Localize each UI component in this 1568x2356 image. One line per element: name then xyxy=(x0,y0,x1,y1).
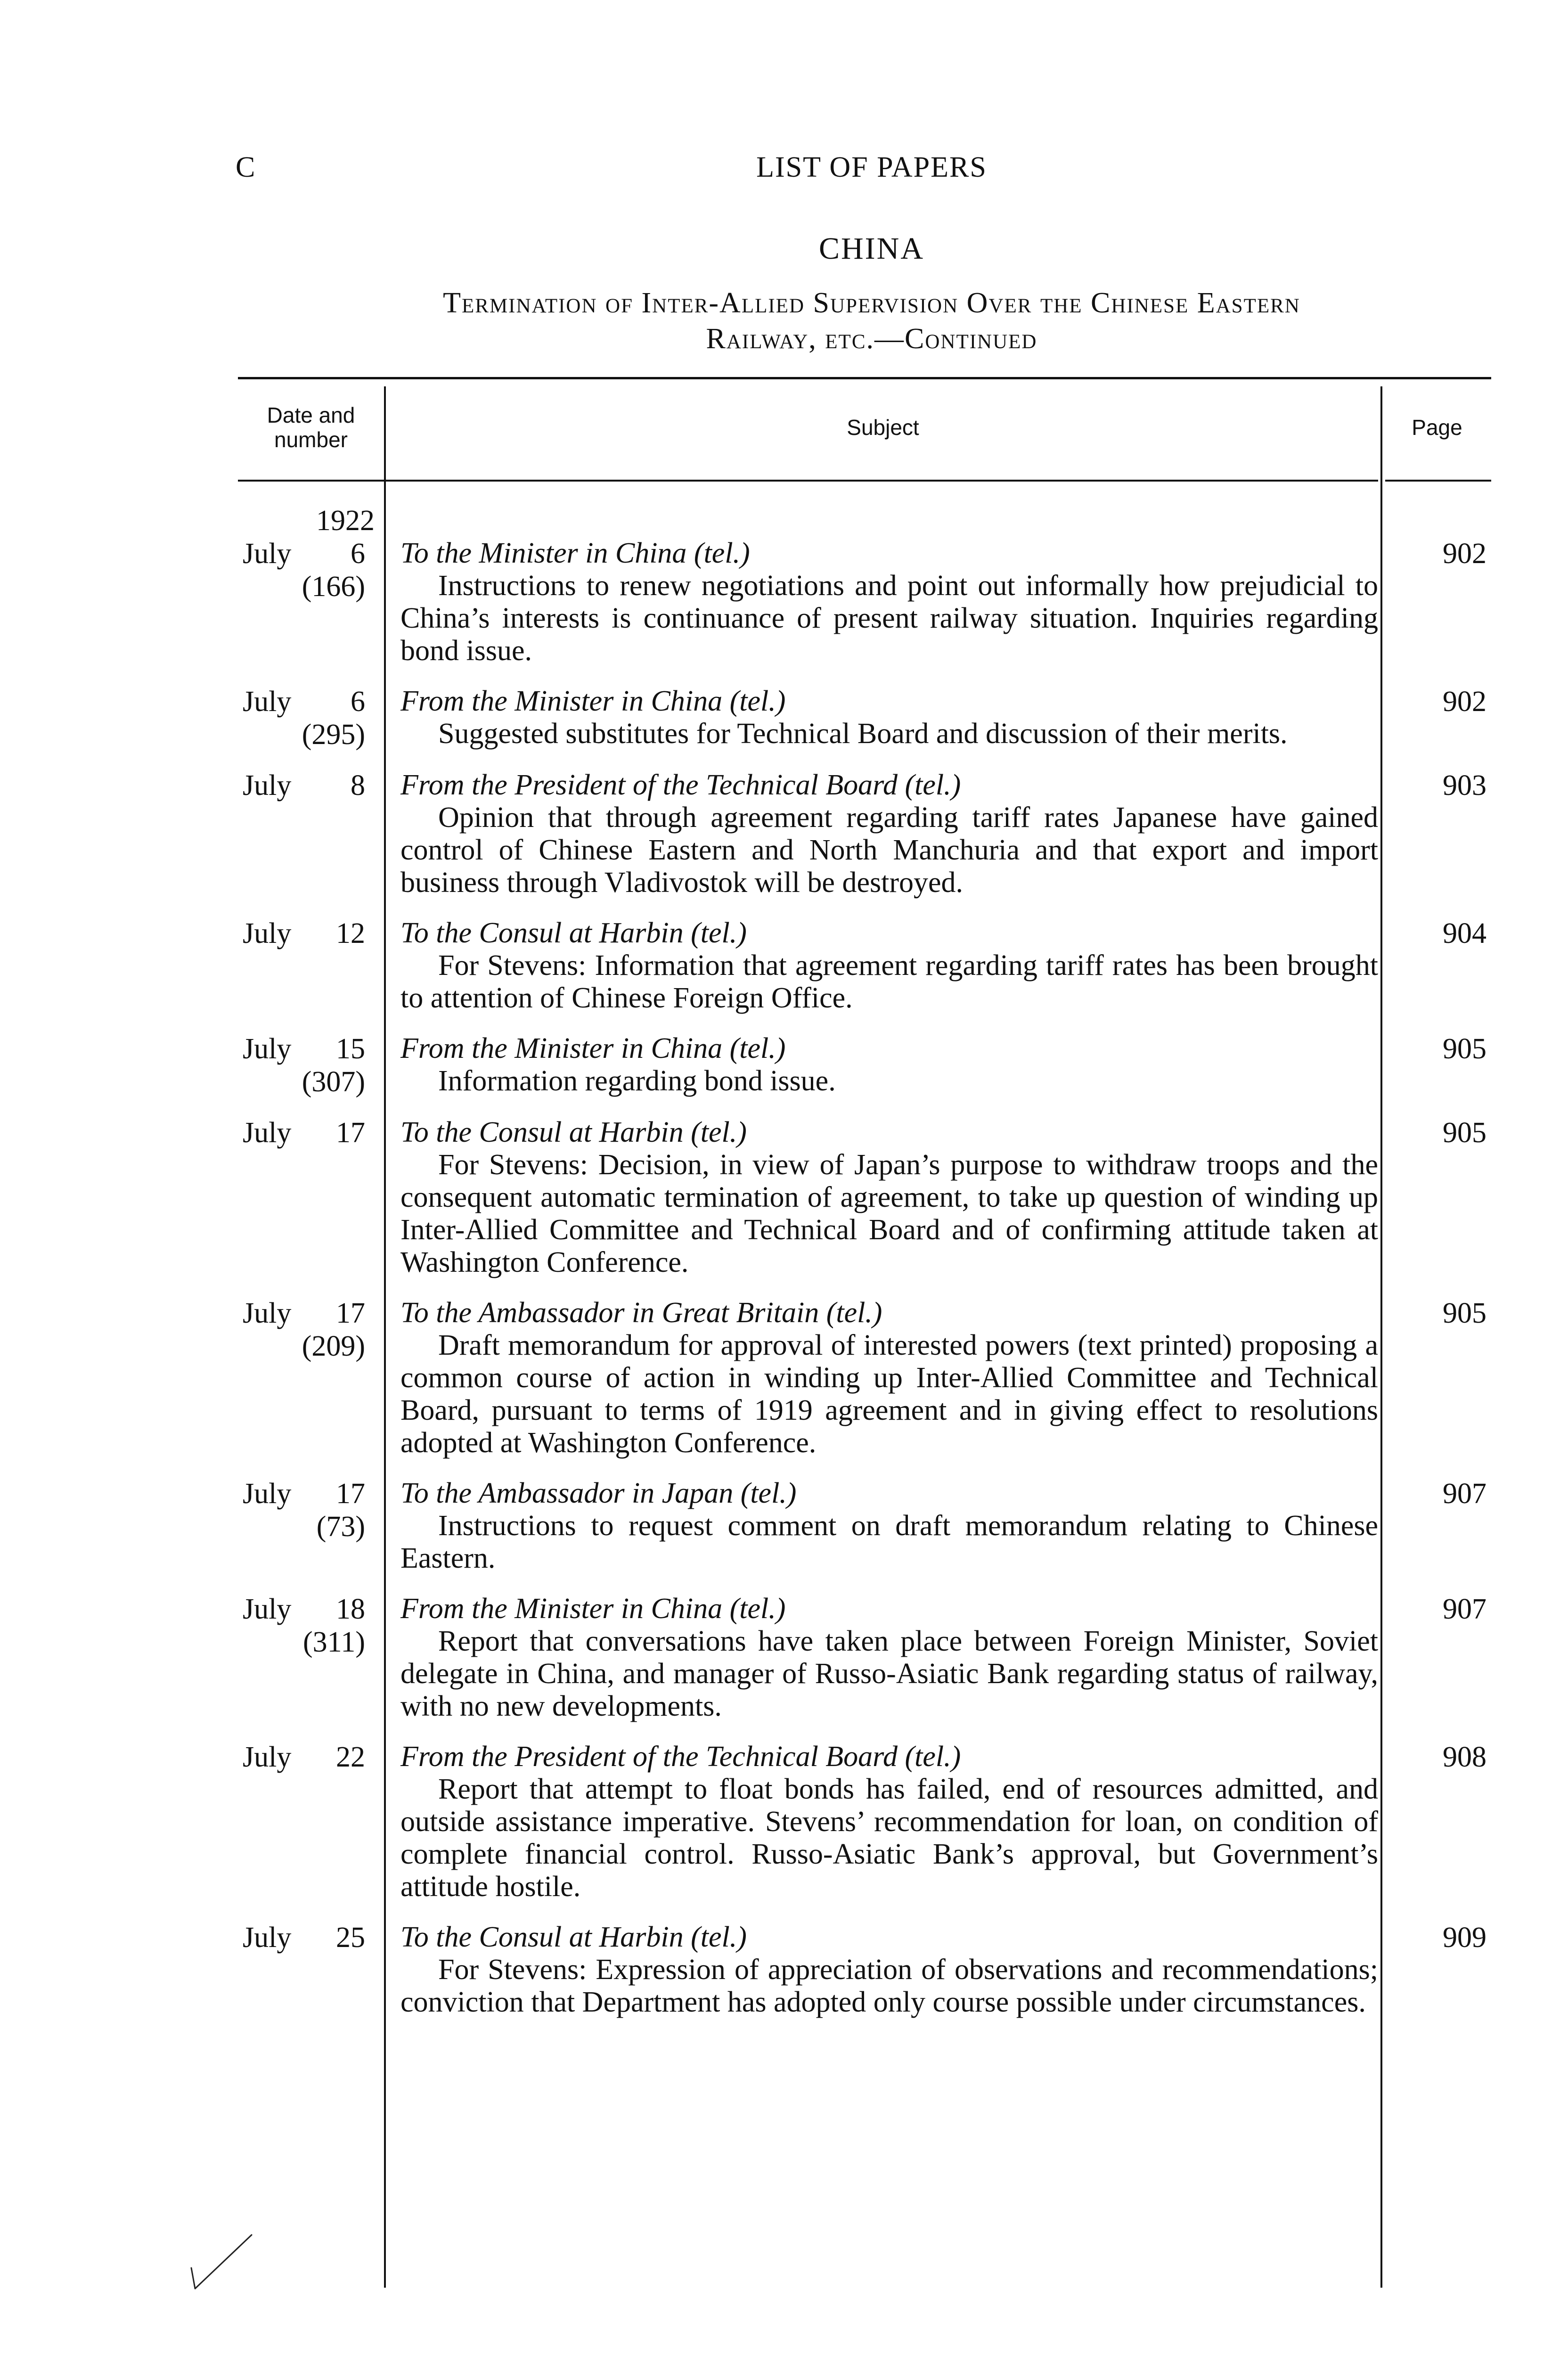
entry-day: 18 xyxy=(336,1593,365,1625)
entry-date xyxy=(238,1921,375,2019)
entry-description: For Stevens: Decision, in view of Japan’s purpose to withdraw troops and the consequent automatic termination of agreement, to take up question of winding up Inter-Allied Committee and Technical Board and of confirming attitude taken at Washington Conference. xyxy=(400,1149,1378,1278)
table-row xyxy=(238,1032,1491,1098)
check-mark-annotation xyxy=(188,2231,254,2292)
entry-date xyxy=(238,1477,375,1575)
column-header-date-line2: number xyxy=(274,427,348,452)
table-top-rule xyxy=(238,377,1491,379)
column-header-date-line1: Date and xyxy=(267,403,355,427)
country-heading: CHINA xyxy=(819,231,924,266)
entry-addressee: From the Minister in China (tel.) xyxy=(400,1032,786,1064)
entry-page: 903 xyxy=(1443,769,1486,802)
table-row xyxy=(238,1921,1491,2019)
entry-description: Instructions to request comment on draft memorandum relating to Chinese Eastern. xyxy=(400,1510,1378,1574)
column-header-page: Page xyxy=(1412,415,1462,440)
entry-page: 909 xyxy=(1443,1922,1486,1954)
entry-description: Instructions to renew negotiations and point out informally how prejudicial to China’s interests is continuance of present railway situation. Inquiries regarding bond issue. xyxy=(400,570,1378,667)
entry-date xyxy=(238,685,375,751)
entry-number: (311) xyxy=(303,1626,365,1658)
entry-addressee: From the President of the Technical Board (tel.) xyxy=(400,769,961,801)
entry-month: July xyxy=(243,1117,292,1149)
table-row xyxy=(238,685,1491,751)
section-title-line-1: Termination of Inter-Allied Supervision Over the Chinese Eastern xyxy=(443,287,1300,319)
entry-subject xyxy=(400,1921,1378,2019)
entry-month: July xyxy=(243,1033,292,1065)
entry-day: 17 xyxy=(336,1478,365,1510)
entry-date xyxy=(238,1297,375,1459)
entry-subject xyxy=(400,1741,1378,1903)
entry-date xyxy=(238,1032,375,1098)
papers-table xyxy=(238,377,1491,2290)
entry-addressee: To the Consul at Harbin (tel.) xyxy=(400,1921,747,1953)
section-title-line-2: Railway, etc.—Continued xyxy=(706,323,1037,355)
table-row xyxy=(238,537,1491,667)
entry-day: 6 xyxy=(351,538,365,570)
entry-day: 6 xyxy=(351,686,365,718)
entry-subject xyxy=(400,685,1378,751)
entry-description: Report that attempt to float bonds has failed, end of resources admitted, and outside assistance imperative. Stevens’ recommendation for loan, on condition of complete financial control. Russo-Asiatic Bank’s approval, but Government’s attitude hostile. xyxy=(400,1773,1378,1903)
entry-page: 905 xyxy=(1443,1117,1486,1149)
entry-date xyxy=(238,1593,375,1723)
table-row xyxy=(238,1297,1491,1459)
entry-description: For Stevens: Expression of appreciation of observations and recommendations; conviction that Department has adopted only course possible under circumstances. xyxy=(400,1954,1378,2018)
entry-subject xyxy=(400,537,1378,667)
entry-month: July xyxy=(243,1297,292,1329)
entry-date xyxy=(238,769,375,899)
entry-day: 17 xyxy=(336,1297,365,1329)
entry-page: 905 xyxy=(1443,1033,1486,1065)
table-row xyxy=(238,769,1491,899)
entry-page: 908 xyxy=(1443,1741,1486,1773)
entry-date xyxy=(238,1741,375,1903)
entry-subject xyxy=(400,1297,1378,1459)
entry-addressee: From the Minister in China (tel.) xyxy=(400,685,786,717)
entry-subject xyxy=(400,917,1378,1014)
entry-subject xyxy=(400,1116,1378,1279)
entry-date xyxy=(238,537,375,667)
entry-description: Information regarding bond issue. xyxy=(438,1065,836,1097)
entry-number: (166) xyxy=(302,571,365,603)
entry-month: July xyxy=(243,1478,292,1510)
entry-addressee: From the Minister in China (tel.) xyxy=(400,1593,786,1625)
entry-page: 905 xyxy=(1443,1297,1486,1329)
entry-addressee: From the President of the Technical Board (tel.) xyxy=(400,1741,961,1773)
entry-month: July xyxy=(243,917,292,949)
entry-date xyxy=(238,1116,375,1279)
table-row xyxy=(238,1593,1491,1723)
entry-day: 22 xyxy=(336,1741,365,1773)
entry-addressee: To the Consul at Harbin (tel.) xyxy=(400,1116,747,1148)
table-row xyxy=(238,1116,1491,1279)
header-underline-right xyxy=(1385,480,1491,482)
entry-day: 8 xyxy=(351,769,365,802)
entry-number: (209) xyxy=(302,1330,365,1362)
entry-subject xyxy=(400,1032,1378,1098)
entry-number: (307) xyxy=(302,1066,365,1098)
entry-description: Report that conversations have taken place between Foreign Minister, Soviet delegate in China, and manager of Russo-Asiatic Bank regarding status of railway, with no new developments. xyxy=(400,1625,1378,1722)
entry-day: 15 xyxy=(336,1033,365,1065)
entry-page: 902 xyxy=(1443,686,1486,718)
entry-number: (73) xyxy=(316,1511,365,1543)
entry-subject xyxy=(400,769,1378,899)
running-title: LIST OF PAPERS xyxy=(756,151,987,183)
entry-description: Suggested substitutes for Technical Board and discussion of their merits. xyxy=(438,718,1288,750)
entry-month: July xyxy=(243,1922,292,1954)
table-row xyxy=(238,1477,1491,1575)
entry-description: Draft memorandum for approval of interested powers (text printed) proposing a common course of action in winding up Inter-Allied Committee and Technical Board, pursuant to terms of 1919 agreement and in giving effect to resolutions adopted at Washington Conference. xyxy=(400,1329,1378,1459)
entry-month: July xyxy=(243,769,292,802)
entry-list xyxy=(238,537,1491,2037)
entry-subject xyxy=(400,1593,1378,1723)
entry-month: July xyxy=(243,538,292,570)
entry-subject xyxy=(400,1477,1378,1575)
entry-page: 904 xyxy=(1443,917,1486,949)
entry-page: 902 xyxy=(1443,538,1486,570)
section-title xyxy=(236,285,1508,357)
column-header-date xyxy=(238,403,384,452)
table-row xyxy=(238,1741,1491,1903)
page-letter: C xyxy=(236,151,255,183)
entry-date xyxy=(238,917,375,1014)
entry-description: Opinion that through agreement regarding tariff rates Japanese have gained control of Chinese Eastern and North Manchuria and that export and import business through Vladivostok will be destroyed. xyxy=(400,802,1378,899)
entry-month: July xyxy=(243,686,292,718)
entry-addressee: To the Ambassador in Great Britain (tel.) xyxy=(400,1297,882,1329)
entry-addressee: To the Minister in China (tel.) xyxy=(400,537,750,569)
year-label: 1922 xyxy=(316,505,375,537)
entry-month: July xyxy=(243,1593,292,1625)
entry-page: 907 xyxy=(1443,1478,1486,1510)
entry-addressee: To the Ambassador in Japan (tel.) xyxy=(400,1477,797,1509)
entry-day: 17 xyxy=(336,1117,365,1149)
entry-page: 907 xyxy=(1443,1593,1486,1625)
column-header-subject: Subject xyxy=(847,415,919,440)
entry-description: For Stevens: Information that agreement regarding tariff rates has been brought to attention of Chinese Foreign Office. xyxy=(400,949,1378,1014)
entry-month: July xyxy=(243,1741,292,1773)
entry-day: 25 xyxy=(336,1922,365,1954)
entry-addressee: To the Consul at Harbin (tel.) xyxy=(400,917,747,949)
header-underline-left xyxy=(238,480,1378,482)
running-head xyxy=(236,151,1508,188)
entry-number: (295) xyxy=(302,719,365,751)
table-row xyxy=(238,917,1491,1014)
entry-day: 12 xyxy=(336,917,365,949)
